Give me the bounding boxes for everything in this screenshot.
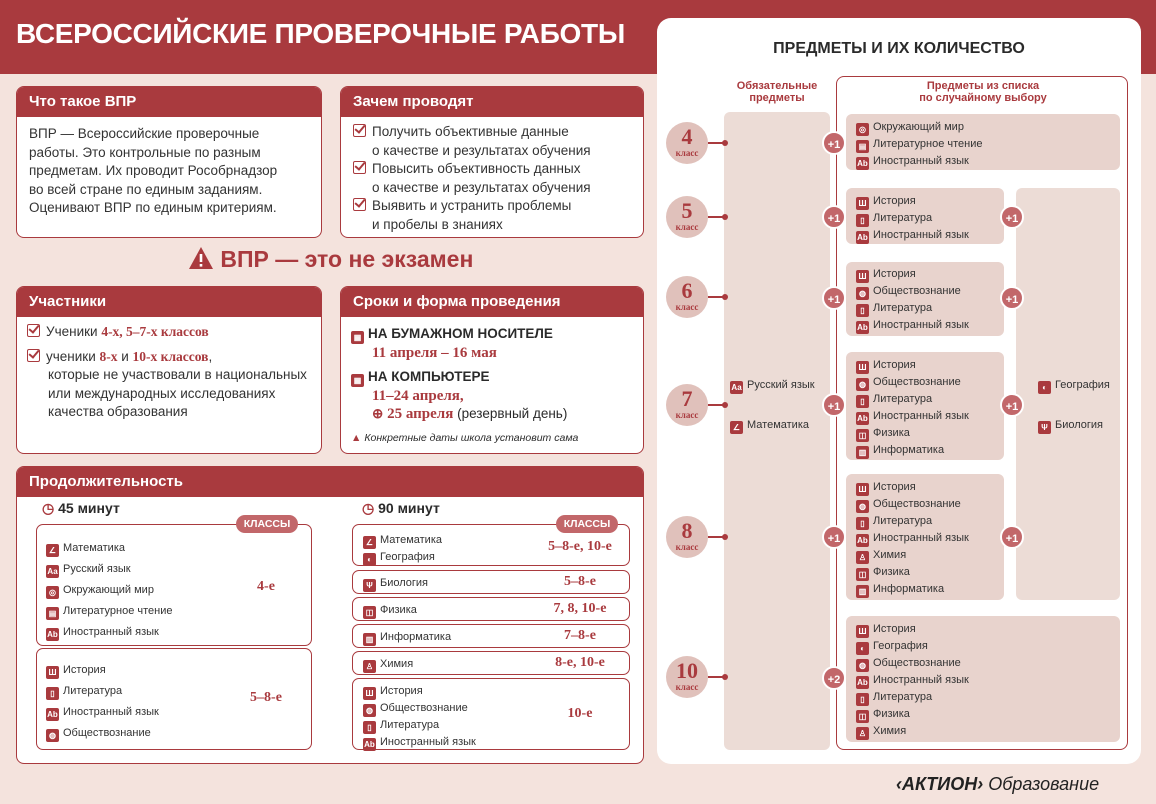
chemistry-icon: ♙ <box>363 660 376 673</box>
grade-10-circle: 10 класс <box>666 656 708 698</box>
what-line: Оценивают ВПР по единым критериям. <box>29 200 277 215</box>
not-exam-text: ВПР — это не экзамен <box>220 246 474 272</box>
what-header: Что такое ВПР <box>17 87 321 117</box>
duration-header: Продолжительность <box>17 467 643 497</box>
check-icon <box>353 198 366 211</box>
paper-dates: 11 апреля – 16 мая <box>372 345 497 361</box>
mand-subject: ∠ Математика <box>730 417 809 434</box>
mandatory-label: Обязательные предметы <box>736 80 818 104</box>
literature-icon: ▯ <box>363 721 376 734</box>
plus-badge: +2 <box>822 666 846 690</box>
why-card <box>340 86 644 238</box>
connector-dot <box>722 674 728 680</box>
plus-badge: +1 <box>822 393 846 417</box>
extra-subject: Ψ Биология <box>1038 417 1103 434</box>
calendar-icon: ▦ <box>351 374 364 387</box>
grade-8-circle: 8 класс <box>666 516 708 558</box>
informatics-icon: ▥ <box>856 585 869 598</box>
connector-dot <box>722 534 728 540</box>
connector-dot <box>722 402 728 408</box>
grade-7-circle: 7 класс <box>666 384 708 426</box>
g90-grade-3: 7, 8, 10-е <box>553 601 607 616</box>
clock-icon: ◷ <box>42 500 55 516</box>
plus-badge: +1 <box>822 286 846 310</box>
grade-6-circle: 6 класс <box>666 276 708 318</box>
connector-dot <box>722 214 728 220</box>
g90-subjects-5: ♙ Химия <box>363 656 413 673</box>
g45-subjects-2: Ш История ▯ Литература Ab Иностранный язык ◍ Обществознание <box>47 664 159 740</box>
pc-reserve: ⊕ 25 апреля (резервный день) <box>372 406 568 422</box>
language-icon: Ab <box>857 233 868 242</box>
grade-5-subjects: Ш История ▯ Литература Ab Иностранный язык <box>857 195 969 242</box>
russian-icon: Аа <box>47 567 58 576</box>
terms-body <box>341 317 643 454</box>
grade-10-subjects: Ш История ◐ География ◍ Обществознание Ab Иностранный язык ▯ Литература ◫ Физика ♙ Химия <box>857 623 969 738</box>
g90-subjects-3: ◫ Физика <box>363 602 417 619</box>
informatics-icon: ▥ <box>856 446 869 459</box>
extra-column <box>1016 188 1120 600</box>
physics-icon: ◫ <box>363 606 376 619</box>
participant-item: Ученики 4-х, 5–7-х классов <box>27 323 311 342</box>
geography-icon: ◐ <box>856 642 869 655</box>
g90-subjects-1: ∠ Математика ◐ География <box>363 532 442 566</box>
chemistry-icon: ♙ <box>856 551 869 564</box>
history-icon: Ш <box>46 666 59 679</box>
page-title: ВСЕРОССИЙСКИЕ ПРОВЕРОЧНЫЕ РАБОТЫ <box>16 18 625 49</box>
reading-icon: ▤ <box>46 607 59 620</box>
reading-icon: ▤ <box>856 140 869 153</box>
terms-card <box>340 286 644 454</box>
literature-icon: ▯ <box>856 395 869 408</box>
language-icon: Ab <box>47 630 58 639</box>
random-label: Предметы из списка по случайному выбору <box>919 80 1047 104</box>
society-icon: ◍ <box>46 729 59 742</box>
subjects-title: ПРЕДМЕТЫ И ИХ КОЛИЧЕСТВО <box>773 40 1025 57</box>
geography-icon: ◐ <box>1038 381 1051 394</box>
society-icon: ◍ <box>856 659 869 672</box>
what-text <box>17 117 321 226</box>
g90-grade-6: 10-е <box>567 706 593 721</box>
participants-header: Участники <box>17 287 321 317</box>
russian-icon: Аа <box>731 383 742 392</box>
society-icon: ◍ <box>856 378 869 391</box>
why-item: Повысить объективность данных о качестве и результатах обучения <box>353 160 631 197</box>
math-icon: ∠ <box>46 544 59 557</box>
history-icon: Ш <box>856 483 869 496</box>
classes-label: КЛАССЫ <box>556 515 618 533</box>
biology-icon: Ψ <box>363 579 376 592</box>
pc-dates: 11–24 апреля, <box>372 388 464 404</box>
plus-badge: +1 <box>1000 286 1024 310</box>
what-card <box>16 86 322 238</box>
why-list <box>341 117 643 238</box>
pc-mode: ▦ НА КОМПЬЮТЕРЕ <box>351 368 633 387</box>
what-line: во всей стране по единым заданиям. <box>29 181 263 197</box>
g45-grade-1: 4-е <box>257 579 275 594</box>
check-icon <box>27 324 40 337</box>
calendar-icon: ▦ <box>351 331 364 344</box>
clock-icon: ◷ <box>362 500 375 516</box>
terms-header: Сроки и форма проведения <box>341 287 643 317</box>
grade-8-subjects: Ш История ◍ Обществознание ▯ Литература Ab Иностранный язык ♙ Химия ◫ Физика ▥ Информатика <box>857 481 969 596</box>
check-icon <box>27 349 40 362</box>
plus-badge: +1 <box>1000 205 1024 229</box>
language-icon: Ab <box>857 678 868 687</box>
brand-logo: ‹АКТИОН› Образование <box>896 774 1100 794</box>
literature-icon: ▯ <box>856 693 869 706</box>
geography-icon: ◐ <box>363 553 376 566</box>
plus-badge: +1 <box>822 131 846 155</box>
g90-subjects-2: Ψ Биология <box>363 575 428 592</box>
math-icon: ∠ <box>363 536 376 549</box>
g90-grade-5: 8-е, 10-е <box>555 655 605 670</box>
society-icon: ◍ <box>363 704 376 717</box>
language-icon: Ab <box>47 710 58 719</box>
what-line: предметам. Их проводит Рособрнадзор <box>29 163 278 178</box>
language-icon: Ab <box>857 414 868 423</box>
mand-subject: Аа Русский язык <box>731 379 815 392</box>
participants-card <box>16 286 322 454</box>
society-icon: ◍ <box>856 287 869 300</box>
not-exam-banner <box>188 246 473 273</box>
check-icon <box>353 161 366 174</box>
grade-6-subjects: Ш История ◍ Обществознание ▯ Литература Ab Иностранный язык <box>857 268 969 332</box>
terms-note: ▲ Конкретные даты школа установит сама <box>351 432 579 444</box>
informatics-icon: ▥ <box>363 633 376 646</box>
why-item: Получить объективные данные о качестве и результатах обучения <box>353 123 631 160</box>
g90-subjects-6: Ш История ◍ Обществознание ▯ Литература Ab Иностранный язык <box>364 685 476 749</box>
grade-5-circle: 5 класс <box>666 196 708 238</box>
literature-icon: ▯ <box>856 517 869 530</box>
g90-subjects-4: ▥ Информатика <box>363 629 451 646</box>
society-icon: ◍ <box>856 500 869 513</box>
why-item: Выявить и устранить проблемы и пробелы в знаниях <box>353 197 631 234</box>
extra-subject: ◐ География <box>1038 377 1110 394</box>
history-icon: Ш <box>363 687 376 700</box>
duration-90: ◷ 90 минут <box>362 500 440 516</box>
history-icon: Ш <box>856 361 869 374</box>
why-header: Зачем проводят <box>341 87 643 117</box>
paper-mode: ▦ НА БУМАЖНОМ НОСИТЕЛЕ <box>351 325 633 344</box>
grade-4-subjects: ◎ Окружающий мир ▤ Литературное чтение Ab Иностранный язык <box>857 121 983 168</box>
connector-dot <box>722 294 728 300</box>
warning-icon <box>188 246 214 270</box>
check-icon <box>353 124 366 137</box>
g90-grade-1: 5–8-е, 10-е <box>548 539 612 554</box>
duration-45: ◷ 45 минут <box>42 500 120 516</box>
history-icon: Ш <box>856 625 869 638</box>
language-icon: Ab <box>857 323 868 332</box>
plus-badge: +1 <box>1000 393 1024 417</box>
g90-grade-4: 7–8-е <box>564 628 596 643</box>
physics-icon: ◫ <box>856 429 869 442</box>
literature-icon: ▯ <box>856 214 869 227</box>
chemistry-icon: ♙ <box>856 727 869 740</box>
biology-icon: Ψ <box>1038 421 1051 434</box>
language-icon: Ab <box>857 159 868 168</box>
plus-badge: +1 <box>822 205 846 229</box>
history-icon: Ш <box>856 270 869 283</box>
grade-4-circle: 4 класс <box>666 122 708 164</box>
grade-7-subjects: Ш История ◍ Обществознание ▯ Литература Ab Иностранный язык ◫ Физика ▥ Информатика <box>857 359 969 457</box>
world-icon: ◎ <box>856 123 869 136</box>
connector-dot <box>722 140 728 146</box>
g45-grade-2: 5–8-е <box>250 690 282 705</box>
math-icon: ∠ <box>730 421 743 434</box>
what-line: работы. Это контрольные по разным <box>29 144 261 160</box>
literature-icon: ▯ <box>856 304 869 317</box>
world-icon: ◎ <box>46 586 59 599</box>
g45-subjects-1: ∠ Математика Аа Русский язык ◎ Окружающий мир ▤ Литературное чтение Ab Иностранный язык <box>47 542 173 639</box>
classes-label: КЛАССЫ <box>236 515 298 533</box>
participant-item: ученики 8-х и 10-х классов, которые не участвовали в национальных или международных исследованиях качества образования <box>27 348 311 422</box>
physics-icon: ◫ <box>856 568 869 581</box>
plus-badge: +1 <box>1000 525 1024 549</box>
what-line: ВПР — Всероссийские проверочные <box>29 126 260 141</box>
language-icon: Ab <box>364 740 375 749</box>
language-icon: Ab <box>857 536 868 545</box>
participants-list <box>17 317 321 428</box>
history-icon: Ш <box>856 197 869 210</box>
physics-icon: ◫ <box>856 710 869 723</box>
plus-badge: +1 <box>822 525 846 549</box>
literature-icon: ▯ <box>46 687 59 700</box>
g90-grade-2: 5–8-е <box>564 574 596 589</box>
